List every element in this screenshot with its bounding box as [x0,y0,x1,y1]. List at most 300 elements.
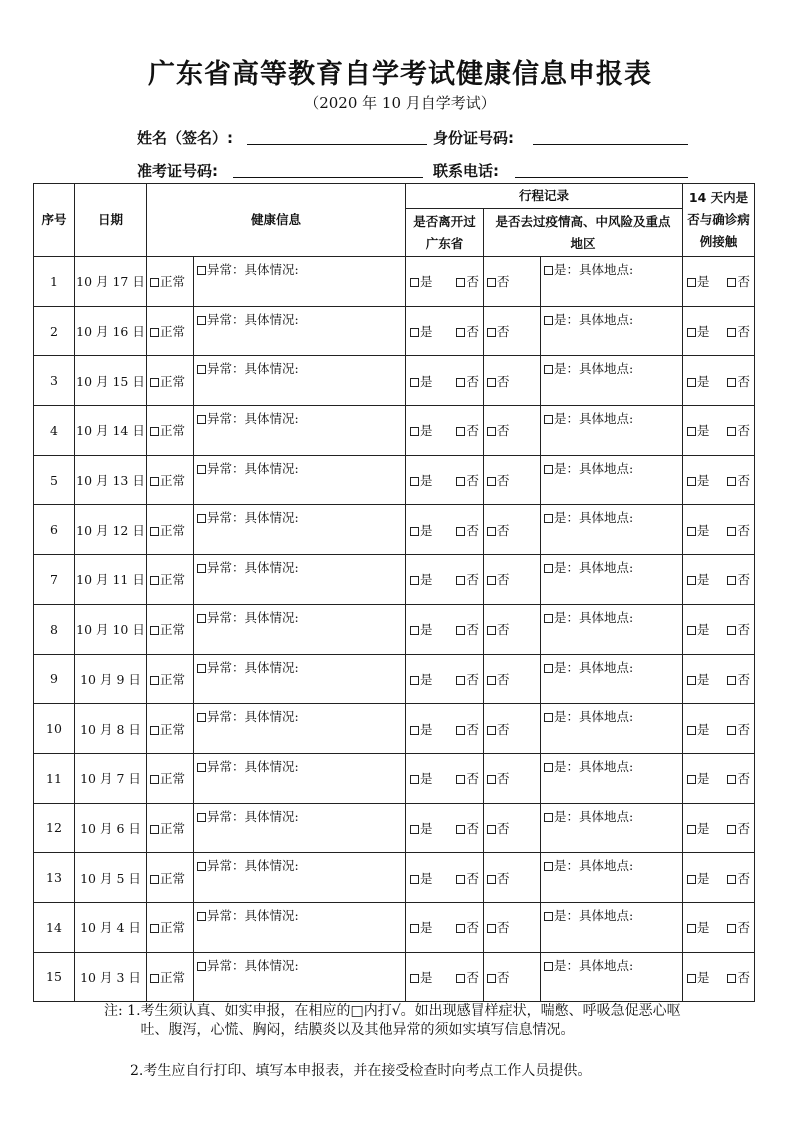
checkbox-icon[interactable] [410,427,419,436]
health-normal-option[interactable]: 正常 [147,753,194,803]
checkbox-icon[interactable] [410,477,419,486]
health-normal-option[interactable]: 正常 [147,604,194,654]
header-date: 日期 [75,184,147,257]
row-seq: 5 [34,455,75,505]
risk-area-no-option[interactable]: 否 [484,306,541,356]
health-abnormal-option[interactable]: 异常：具体情况: [194,505,406,555]
yes-option[interactable]: 是 [410,471,433,489]
checkbox-icon[interactable] [487,626,496,635]
row-seq: 6 [34,505,75,555]
checkbox-icon[interactable] [150,676,159,685]
health-abnormal-option[interactable]: 异常：具体情况: [194,902,406,952]
yes-option[interactable]: 是 [687,322,710,340]
no-option[interactable]: 否 [456,918,479,936]
checkbox-icon[interactable] [487,378,496,387]
contact-options [683,853,755,903]
risk-area-yes-option[interactable]: 是：具体地点: [541,902,683,952]
risk-area-no-option[interactable]: 否 [484,803,541,853]
health-abnormal-option[interactable]: 异常：具体情况: [194,356,406,406]
checkbox-icon[interactable] [456,626,465,635]
checkbox-icon[interactable] [727,726,736,735]
row-seq: 1 [34,257,75,307]
risk-area-no-option[interactable]: 否 [484,604,541,654]
risk-area-yes-option[interactable]: 是：具体地点: [541,753,683,803]
risk-area-no-option[interactable]: 否 [484,704,541,754]
checkbox-icon[interactable] [544,614,553,623]
yes-option[interactable]: 是 [687,372,710,390]
checkbox-icon[interactable] [544,514,553,523]
table-row [34,654,755,704]
risk-area-no-option[interactable]: 否 [484,853,541,903]
yes-option[interactable]: 是 [687,620,710,638]
id-field[interactable] [533,144,688,145]
left-gd-options [406,654,484,704]
checkbox-icon[interactable] [197,316,206,325]
checkbox-icon[interactable] [456,278,465,287]
table-row [34,753,755,803]
yes-option[interactable]: 是 [410,869,433,887]
checkbox-icon[interactable] [150,726,159,735]
no-option[interactable]: 否 [456,272,479,290]
checkbox-icon[interactable] [544,415,553,424]
contact-options [683,803,755,853]
checkbox-icon[interactable] [544,962,553,971]
checkbox-icon[interactable] [687,527,696,536]
risk-area-no-option[interactable]: 否 [484,952,541,1002]
health-abnormal-option[interactable]: 异常：具体情况: [194,406,406,456]
checkbox-icon[interactable] [456,378,465,387]
checkbox-icon[interactable] [410,626,419,635]
checkbox-icon[interactable] [727,775,736,784]
row-date: 10 月 5 日 [75,853,147,903]
row-date: 10 月 15 日 [75,356,147,406]
checkbox-icon[interactable] [687,576,696,585]
checkbox-icon[interactable] [487,974,496,983]
yes-option[interactable]: 是 [687,819,710,837]
health-abnormal-option[interactable]: 异常：具体情况: [194,753,406,803]
checkbox-icon[interactable] [687,726,696,735]
risk-area-yes-option[interactable]: 是：具体地点: [541,704,683,754]
health-normal-option[interactable]: 正常 [147,902,194,952]
row-seq: 4 [34,406,75,456]
checkbox-icon[interactable] [727,924,736,933]
checkbox-icon[interactable] [197,514,206,523]
checkbox-icon[interactable] [727,875,736,884]
health-normal-option[interactable]: 正常 [147,455,194,505]
phone-field[interactable] [515,177,688,178]
no-option[interactable]: 否 [456,968,479,986]
checkbox-icon[interactable] [487,278,496,287]
header-left-gd: 是否离开过广东省 [406,209,484,257]
page-subtitle: （2020 年 10 月自学考试） [304,94,496,112]
row-seq: 7 [34,555,75,605]
health-abnormal-option[interactable]: 异常：具体情况: [194,654,406,704]
checkbox-icon[interactable] [687,328,696,337]
risk-area-no-option[interactable]: 否 [484,555,541,605]
table-row [34,257,755,307]
checkbox-icon[interactable] [197,614,206,623]
no-option[interactable]: 否 [456,869,479,887]
health-abnormal-option[interactable]: 异常：具体情况: [194,952,406,1002]
checkbox-icon[interactable] [197,713,206,722]
yes-option[interactable]: 是 [687,521,710,539]
checkbox-icon[interactable] [727,527,736,536]
checkbox-icon[interactable] [197,813,206,822]
yes-option[interactable]: 是 [410,769,433,787]
no-option[interactable]: 否 [456,471,479,489]
yes-option[interactable]: 是 [410,918,433,936]
checkbox-icon[interactable] [727,378,736,387]
no-option[interactable]: 否 [727,670,750,688]
checkbox-icon[interactable] [150,974,159,983]
row-seq: 8 [34,604,75,654]
checkbox-icon[interactable] [150,924,159,933]
health-abnormal-option[interactable]: 异常：具体情况: [194,455,406,505]
checkbox-icon[interactable] [197,365,206,374]
checkbox-icon[interactable] [197,465,206,474]
health-normal-option[interactable]: 正常 [147,654,194,704]
no-option[interactable]: 否 [456,819,479,837]
health-normal-option[interactable]: 正常 [147,406,194,456]
checkbox-icon[interactable] [687,924,696,933]
checkbox-icon[interactable] [727,427,736,436]
checkbox-icon[interactable] [727,278,736,287]
row-date: 10 月 11 日 [75,555,147,605]
row-date: 10 月 3 日 [75,952,147,1002]
yes-option[interactable]: 是 [687,471,710,489]
risk-area-no-option[interactable]: 否 [484,753,541,803]
checkbox-icon[interactable] [687,626,696,635]
risk-area-yes-option[interactable]: 是：具体地点: [541,952,683,1002]
row-seq: 2 [34,306,75,356]
checkbox-icon[interactable] [687,278,696,287]
checkbox-icon[interactable] [487,676,496,685]
checkbox-icon[interactable] [687,875,696,884]
contact-options [683,604,755,654]
checkbox-icon[interactable] [456,328,465,337]
checkbox-icon[interactable] [727,825,736,834]
checkbox-icon[interactable] [456,726,465,735]
yes-option[interactable]: 是 [687,720,710,738]
contact-options [683,306,755,356]
risk-area-yes-option[interactable]: 是：具体地点: [541,406,683,456]
checkbox-icon[interactable] [197,862,206,871]
yes-option[interactable]: 是 [687,421,710,439]
no-option[interactable]: 否 [456,421,479,439]
checkbox-icon[interactable] [544,266,553,275]
row-seq: 10 [34,704,75,754]
id-label: 身份证号码: [433,129,514,147]
yes-option[interactable]: 是 [410,720,433,738]
checkbox-icon[interactable] [544,465,553,474]
checkbox-icon[interactable] [410,378,419,387]
no-option[interactable]: 否 [727,521,750,539]
yes-option[interactable]: 是 [687,769,710,787]
no-option[interactable]: 否 [456,521,479,539]
checkbox-icon[interactable] [487,527,496,536]
checkbox-icon[interactable] [150,378,159,387]
checkbox-icon[interactable] [487,427,496,436]
risk-area-yes-option[interactable]: 是：具体地点: [541,604,683,654]
checkbox-icon[interactable] [544,763,553,772]
checkbox-icon[interactable] [487,825,496,834]
no-option[interactable]: 否 [456,322,479,340]
checkbox-icon[interactable] [487,477,496,486]
no-option[interactable]: 否 [727,720,750,738]
row-date: 10 月 12 日 [75,505,147,555]
table-row [34,853,755,903]
yes-option[interactable]: 是 [410,272,433,290]
left-gd-options [406,306,484,356]
left-gd-options [406,704,484,754]
left-gd-options [406,406,484,456]
no-option[interactable]: 否 [727,272,750,290]
yes-option[interactable]: 是 [410,570,433,588]
risk-area-no-option[interactable]: 否 [484,356,541,406]
risk-area-yes-option[interactable]: 是：具体地点: [541,654,683,704]
health-abnormal-option[interactable]: 异常：具体情况: [194,555,406,605]
checkbox-icon[interactable] [410,726,419,735]
checkbox-icon[interactable] [727,576,736,585]
note-1: 考生须认真、如实申报，在相应的□内打√。如出现感冒样症状，喘憋、呼吸急促恶心呕吐、腹泻，心慌、胸闷，结膜炎以及其他异常的须如实填写信息情况。 [140,1003,681,1038]
risk-area-yes-option[interactable]: 是：具体地点: [541,853,683,903]
health-normal-option[interactable]: 正常 [147,505,194,555]
checkbox-icon[interactable] [544,713,553,722]
risk-area-yes-option[interactable]: 是：具体地点: [541,505,683,555]
checkbox-icon[interactable] [150,775,159,784]
yes-option[interactable]: 是 [687,570,710,588]
health-normal-option[interactable]: 正常 [147,853,194,903]
checkbox-icon[interactable] [544,813,553,822]
checkbox-icon[interactable] [456,775,465,784]
checkbox-icon[interactable] [544,564,553,573]
no-option[interactable]: 否 [456,670,479,688]
yes-option[interactable]: 是 [410,372,433,390]
checkbox-icon[interactable] [150,825,159,834]
checkbox-icon[interactable] [544,912,553,921]
checkbox-icon[interactable] [544,664,553,673]
no-option[interactable]: 否 [727,769,750,787]
checkbox-icon[interactable] [197,266,206,275]
health-abnormal-option[interactable]: 异常：具体情况: [194,604,406,654]
risk-area-no-option[interactable]: 否 [484,257,541,307]
header-trip: 行程记录 [406,184,683,209]
risk-area-yes-option[interactable]: 是：具体地点: [541,356,683,406]
checkbox-icon[interactable] [150,527,159,536]
checkbox-icon[interactable] [410,527,419,536]
checkbox-icon[interactable] [150,328,159,337]
checkbox-icon[interactable] [456,477,465,486]
checkbox-icon[interactable] [487,775,496,784]
checkbox-icon[interactable] [456,825,465,834]
row-seq: 13 [34,853,75,903]
no-option[interactable]: 否 [727,620,750,638]
health-normal-option[interactable]: 正常 [147,555,194,605]
health-normal-option[interactable]: 正常 [147,306,194,356]
yes-option[interactable]: 是 [410,670,433,688]
checkbox-icon[interactable] [727,974,736,983]
left-gd-options [406,257,484,307]
yes-option[interactable]: 是 [687,670,710,688]
yes-option[interactable]: 是 [410,968,433,986]
health-abnormal-option[interactable]: 异常：具体情况: [194,257,406,307]
checkbox-icon[interactable] [410,924,419,933]
checkbox-icon[interactable] [456,576,465,585]
checkbox-icon[interactable] [150,875,159,884]
checkbox-icon[interactable] [150,576,159,585]
checkbox-icon[interactable] [150,427,159,436]
page-title: 广东省高等教育自学考试健康信息申报表 [148,59,652,90]
no-option[interactable]: 否 [727,968,750,986]
table-row [34,604,755,654]
yes-option[interactable]: 是 [410,620,433,638]
health-normal-option[interactable]: 正常 [147,356,194,406]
checkbox-icon[interactable] [687,676,696,685]
no-option[interactable]: 否 [727,471,750,489]
no-option[interactable]: 否 [727,819,750,837]
no-option[interactable]: 否 [727,918,750,936]
checkbox-icon[interactable] [487,328,496,337]
checkbox-icon[interactable] [410,278,419,287]
yes-option[interactable]: 是 [687,918,710,936]
checkbox-icon[interactable] [410,775,419,784]
checkbox-icon[interactable] [544,316,553,325]
checkbox-icon[interactable] [410,875,419,884]
phone-label: 联系电话: [433,162,499,180]
no-option[interactable]: 否 [727,322,750,340]
health-abnormal-option[interactable]: 异常：具体情况: [194,306,406,356]
yes-option[interactable]: 是 [410,819,433,837]
no-option[interactable]: 否 [727,421,750,439]
checkbox-icon[interactable] [410,676,419,685]
no-option[interactable]: 否 [727,570,750,588]
row-date: 10 月 4 日 [75,902,147,952]
checkbox-icon[interactable] [687,477,696,486]
checkbox-icon[interactable] [197,415,206,424]
checkbox-icon[interactable] [456,875,465,884]
checkbox-icon[interactable] [456,924,465,933]
checkbox-icon[interactable] [687,378,696,387]
yes-option[interactable]: 是 [410,322,433,340]
health-normal-option[interactable]: 正常 [147,803,194,853]
checkbox-icon[interactable] [197,763,206,772]
yes-option[interactable]: 是 [687,968,710,986]
health-normal-option[interactable]: 正常 [147,952,194,1002]
yes-option[interactable]: 是 [410,521,433,539]
checkbox-icon[interactable] [456,527,465,536]
risk-area-yes-option[interactable]: 是：具体地点: [541,455,683,505]
checkbox-icon[interactable] [727,626,736,635]
checkbox-icon[interactable] [687,974,696,983]
checkbox-icon[interactable] [727,676,736,685]
risk-area-yes-option[interactable]: 是：具体地点: [541,306,683,356]
checkbox-icon[interactable] [544,862,553,871]
checkbox-icon[interactable] [150,477,159,486]
risk-area-no-option[interactable]: 否 [484,902,541,952]
checkbox-icon[interactable] [197,912,206,921]
checkbox-icon[interactable] [410,974,419,983]
table-row [34,505,755,555]
left-gd-options [406,853,484,903]
checkbox-icon[interactable] [544,365,553,374]
health-normal-option[interactable]: 正常 [147,257,194,307]
yes-option[interactable]: 是 [687,869,710,887]
checkbox-icon[interactable] [687,825,696,834]
no-option[interactable]: 否 [456,720,479,738]
yes-option[interactable]: 是 [687,272,710,290]
risk-area-yes-option[interactable]: 是：具体地点: [541,257,683,307]
table-row [34,803,755,853]
no-option[interactable]: 否 [456,620,479,638]
checkbox-icon[interactable] [487,924,496,933]
row-seq: 15 [34,952,75,1002]
checkbox-icon[interactable] [197,664,206,673]
no-option[interactable]: 否 [456,372,479,390]
health-normal-option[interactable]: 正常 [147,704,194,754]
checkbox-icon[interactable] [410,825,419,834]
checkbox-icon[interactable] [687,427,696,436]
checkbox-icon[interactable] [150,626,159,635]
checkbox-icon[interactable] [456,974,465,983]
table-row [34,306,755,356]
checkbox-icon[interactable] [456,427,465,436]
no-option[interactable]: 否 [727,869,750,887]
risk-area-no-option[interactable]: 否 [484,455,541,505]
row-date: 10 月 14 日 [75,406,147,456]
health-abnormal-option[interactable]: 异常：具体情况: [194,704,406,754]
header-risk-area: 是否去过疫情高、中风险及重点地区 [484,209,683,257]
notes [104,1002,704,1081]
checkbox-icon[interactable] [687,775,696,784]
left-gd-options [406,952,484,1002]
no-option[interactable]: 否 [727,372,750,390]
table-row [34,952,755,1002]
name-field[interactable] [247,144,427,145]
checkbox-icon[interactable] [456,676,465,685]
risk-area-no-option[interactable]: 否 [484,654,541,704]
checkbox-icon[interactable] [487,576,496,585]
contact-options [683,902,755,952]
risk-area-no-option[interactable]: 否 [484,406,541,456]
checkbox-icon[interactable] [410,328,419,337]
checkbox-icon[interactable] [410,576,419,585]
checkbox-icon[interactable] [487,726,496,735]
table-row [34,902,755,952]
risk-area-yes-option[interactable]: 是：具体地点: [541,555,683,605]
yes-option[interactable]: 是 [410,421,433,439]
checkbox-icon[interactable] [197,564,206,573]
checkbox-icon[interactable] [197,962,206,971]
no-option[interactable]: 否 [456,769,479,787]
risk-area-yes-option[interactable]: 是：具体地点: [541,803,683,853]
ticket-field[interactable] [233,177,423,178]
checkbox-icon[interactable] [727,328,736,337]
table-row [34,356,755,406]
checkbox-icon[interactable] [727,477,736,486]
left-gd-options [406,505,484,555]
risk-area-no-option[interactable]: 否 [484,505,541,555]
no-option[interactable]: 否 [456,570,479,588]
checkbox-icon[interactable] [150,278,159,287]
health-abnormal-option[interactable]: 异常：具体情况: [194,853,406,903]
contact-options [683,406,755,456]
health-abnormal-option[interactable]: 异常：具体情况: [194,803,406,853]
row-date: 10 月 13 日 [75,455,147,505]
row-date: 10 月 7 日 [75,753,147,803]
left-gd-options [406,356,484,406]
contact-options [683,356,755,406]
checkbox-icon[interactable] [487,875,496,884]
